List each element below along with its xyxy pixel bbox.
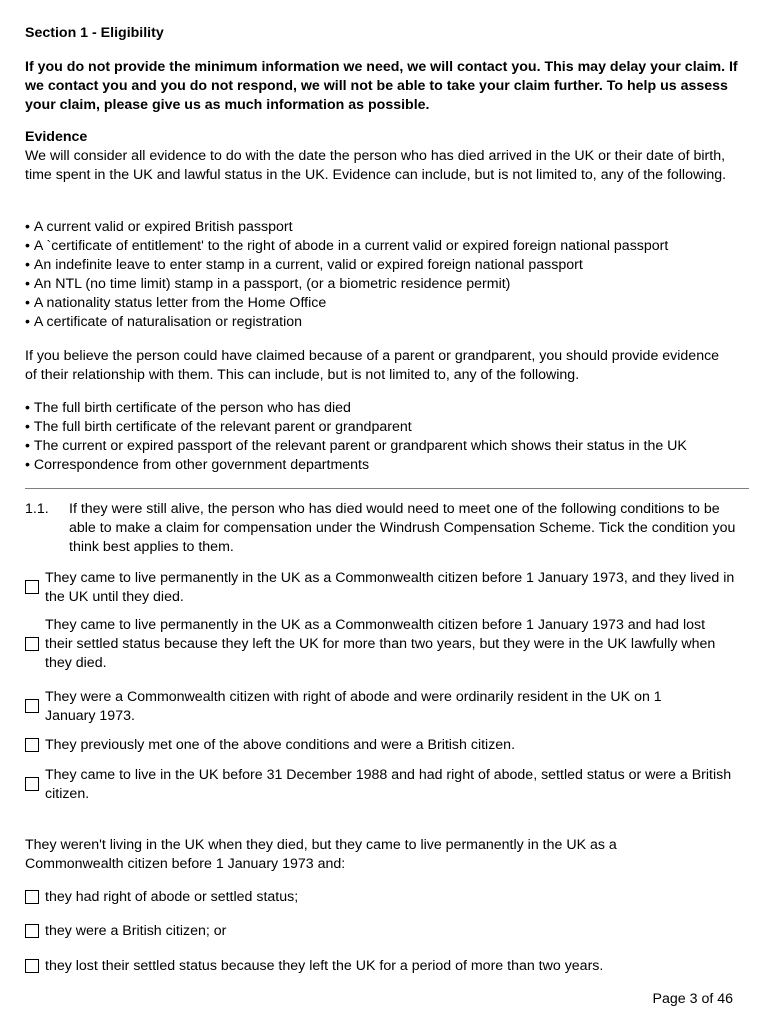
condition-1-label: They came to live permanently in the UK as a Commonwealth citizen before 1 January 1973, and they lived in the UK until they died.: [45, 570, 735, 605]
relationship-intro: If you believe the person could have claimed because of a parent or grandparent, you should provide evidence of their relationship with them. This can include, but is not limited to, any of the following.: [25, 348, 720, 383]
question-number: 1.1.: [25, 501, 49, 517]
evidence-heading: Evidence: [25, 129, 88, 145]
sub-condition-option-1: [25, 888, 760, 908]
question-text: If they were still alive, the person who has died would need to meet one of the following conditions to be able to make a claim for compensation under the Windrush Compensation Scheme. Tick the condition you think best applies to them.: [69, 501, 736, 555]
condition-2-checkbox[interactable]: [25, 637, 39, 651]
not-living-intro: They weren't living in the UK when they died, but they came to live permanently in the UK as a Commonwealth citizen before 1 January 1973 and:: [25, 837, 617, 872]
condition-3-label: They were a Commonwealth citizen with right of abode and were ordinarily resident in the UK on 1 January 1973.: [45, 689, 662, 724]
sub-condition-option-2: [25, 922, 760, 942]
list-item: • An NTL (no time limit) stamp in a passport, (or a biometric residence permit): [25, 275, 668, 294]
evidence-list: [25, 218, 668, 332]
condition-4-label: They previously met one of the above conditions and were a British citizen.: [45, 737, 516, 753]
section-divider: [25, 488, 749, 489]
condition-option-5: [25, 766, 760, 806]
list-item: • A `certificate of entitlement' to the right of abode in a current valid or expired foreign national passport: [25, 237, 668, 256]
condition-option-2: [25, 616, 760, 674]
condition-option-3: [25, 688, 760, 728]
warning-text: If you do not provide the minimum information we need, we will contact you. This may delay your claim. If we contact you and you do not respond, we will not be able to take your claim further. To help us assess your claim, please give us as much information as possible.: [25, 59, 738, 113]
condition-1-checkbox[interactable]: [25, 580, 39, 594]
condition-3-checkbox[interactable]: [25, 699, 39, 713]
section-title: Section 1 - Eligibility: [25, 25, 164, 41]
sub-condition-2-checkbox[interactable]: [25, 924, 39, 938]
relationship-evidence-list: [25, 399, 687, 475]
condition-option-1: [25, 569, 760, 609]
condition-5-checkbox[interactable]: [25, 777, 39, 791]
list-item: • A nationality status letter from the Home Office: [25, 294, 668, 313]
condition-option-4: [25, 736, 760, 756]
sub-condition-2-label: they were a British citizen; or: [45, 923, 227, 939]
list-item: • A current valid or expired British passport: [25, 218, 668, 237]
page-number: Page 3 of 46: [652, 991, 733, 1007]
condition-5-label: They came to live in the UK before 31 December 1988 and had right of abode, settled status or were a British citizen.: [45, 767, 732, 802]
list-item: • Correspondence from other government departments: [25, 456, 687, 475]
list-item: • The current or expired passport of the relevant parent or grandparent which shows their status in the UK: [25, 437, 687, 456]
sub-condition-3-checkbox[interactable]: [25, 959, 39, 973]
sub-condition-3-label: they lost their settled status because they left the UK for a period of more than two years.: [45, 958, 604, 974]
sub-condition-1-checkbox[interactable]: [25, 890, 39, 904]
condition-2-label: They came to live permanently in the UK as a Commonwealth citizen before 1 January 1973 and had lost their settled status because they left the UK for more than two years, but they were in the UK lawfully when they died.: [45, 617, 716, 671]
sub-condition-option-3: [25, 957, 760, 977]
sub-condition-1-label: they had right of abode or settled status;: [45, 889, 299, 905]
list-item: • The full birth certificate of the person who has died: [25, 399, 687, 418]
list-item: • An indefinite leave to enter stamp in a current, valid or expired foreign national passport: [25, 256, 668, 275]
list-item: • The full birth certificate of the relevant parent or grandparent: [25, 418, 687, 437]
condition-4-checkbox[interactable]: [25, 738, 39, 752]
list-item: • A certificate of naturalisation or registration: [25, 313, 668, 332]
evidence-intro: We will consider all evidence to do with the date the person who has died arrived in the UK or their date of birth, time spent in the UK and lawful status in the UK. Evidence can include, but is not limited to, any of the following.: [25, 148, 727, 183]
